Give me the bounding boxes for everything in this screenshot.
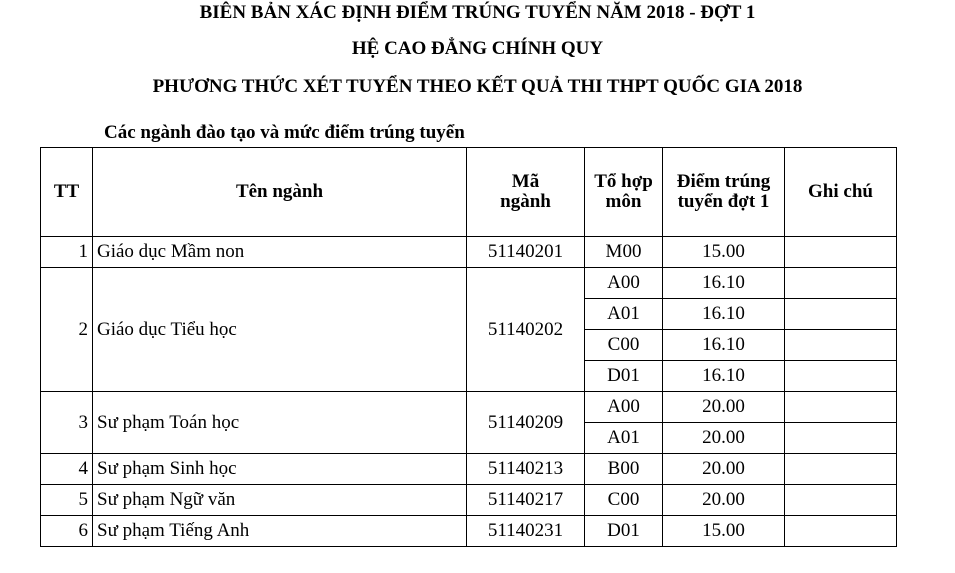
table-body: [41, 237, 897, 547]
column-header-score: [663, 148, 785, 237]
cell-note: [785, 454, 897, 485]
cell-admission-score: 15.00: [663, 237, 785, 268]
cell-admission-score: 20.00: [663, 392, 785, 423]
document-title-line-1: BIÊN BẢN XÁC ĐỊNH ĐIỂM TRÚNG TUYỂN NĂM 2018 - ĐỢT 1: [199, 2, 756, 23]
cell-major-name: Sư phạm Toán học: [93, 392, 467, 454]
cell-subject-combo: A01: [585, 299, 663, 330]
cell-note: [785, 423, 897, 454]
cell-subject-combo: D01: [585, 516, 663, 547]
cell-tt: 6: [41, 516, 93, 547]
table-row: [41, 485, 897, 516]
cell-tt: 1: [41, 237, 93, 268]
column-header-combo-line-1: Tổ hợp: [594, 171, 653, 192]
cell-admission-score: 15.00: [663, 516, 785, 547]
column-header-code: [467, 148, 585, 237]
cell-major-code: 51140231: [467, 516, 585, 547]
column-header-code-line-2: ngành: [500, 191, 551, 212]
cell-major-code: 51140202: [467, 268, 585, 392]
cell-subject-combo: C00: [585, 330, 663, 361]
cell-admission-score: 16.10: [663, 268, 785, 299]
cell-subject-combo: A01: [585, 423, 663, 454]
cell-major-name: Sư phạm Sinh học: [93, 454, 467, 485]
column-header-combo-line-2: môn: [605, 191, 642, 212]
table-row: [41, 392, 897, 423]
cell-major-code: 51140209: [467, 392, 585, 454]
column-header-score-line-2: tuyển đợt 1: [677, 191, 770, 212]
cell-subject-combo: C00: [585, 485, 663, 516]
cell-tt: 2: [41, 268, 93, 392]
column-header-score-line-1: Điểm trúng: [676, 171, 771, 192]
document-title-line-2: HỆ CAO ĐẲNG CHÍNH QUY: [351, 38, 604, 59]
cell-admission-score: 16.10: [663, 361, 785, 392]
cell-admission-score: 16.10: [663, 299, 785, 330]
column-header-name: Tên ngành: [93, 148, 467, 237]
table-row: [41, 237, 897, 268]
table-caption: Các ngành đào tạo và mức điểm trúng tuyển: [104, 122, 465, 143]
cell-admission-score: 20.00: [663, 423, 785, 454]
cell-note: [785, 330, 897, 361]
cell-tt: 4: [41, 454, 93, 485]
column-header-note: Ghi chú: [785, 148, 897, 237]
cell-major-name: Sư phạm Tiếng Anh: [93, 516, 467, 547]
cell-note: [785, 268, 897, 299]
cell-subject-combo: M00: [585, 237, 663, 268]
cell-note: [785, 516, 897, 547]
cell-subject-combo: B00: [585, 454, 663, 485]
table-row: [41, 268, 897, 299]
table-row: [41, 454, 897, 485]
table-header-row: [41, 148, 897, 237]
cell-major-name: Sư phạm Ngữ văn: [93, 485, 467, 516]
cell-subject-combo: D01: [585, 361, 663, 392]
cell-admission-score: 20.00: [663, 454, 785, 485]
cell-major-name: Giáo dục Tiểu học: [93, 268, 467, 392]
cell-subject-combo: A00: [585, 392, 663, 423]
cell-tt: 5: [41, 485, 93, 516]
cell-major-code: 51140201: [467, 237, 585, 268]
column-header-tt: TT: [41, 148, 93, 237]
cell-note: [785, 392, 897, 423]
cell-major-code: 51140217: [467, 485, 585, 516]
cell-note: [785, 237, 897, 268]
cell-major-name: Giáo dục Mầm non: [93, 237, 467, 268]
admission-score-table: [40, 147, 897, 547]
column-header-code-line-1: Mã: [511, 171, 540, 192]
document-title-line-3: PHƯƠNG THỨC XÉT TUYỂN THEO KẾT QUẢ THI THPT QUỐC GIA 2018: [152, 76, 803, 97]
cell-admission-score: 16.10: [663, 330, 785, 361]
cell-major-code: 51140213: [467, 454, 585, 485]
column-header-combo: [585, 148, 663, 237]
cell-note: [785, 299, 897, 330]
cell-note: [785, 361, 897, 392]
table-row: [41, 516, 897, 547]
cell-tt: 3: [41, 392, 93, 454]
cell-note: [785, 485, 897, 516]
cell-admission-score: 20.00: [663, 485, 785, 516]
cell-subject-combo: A00: [585, 268, 663, 299]
